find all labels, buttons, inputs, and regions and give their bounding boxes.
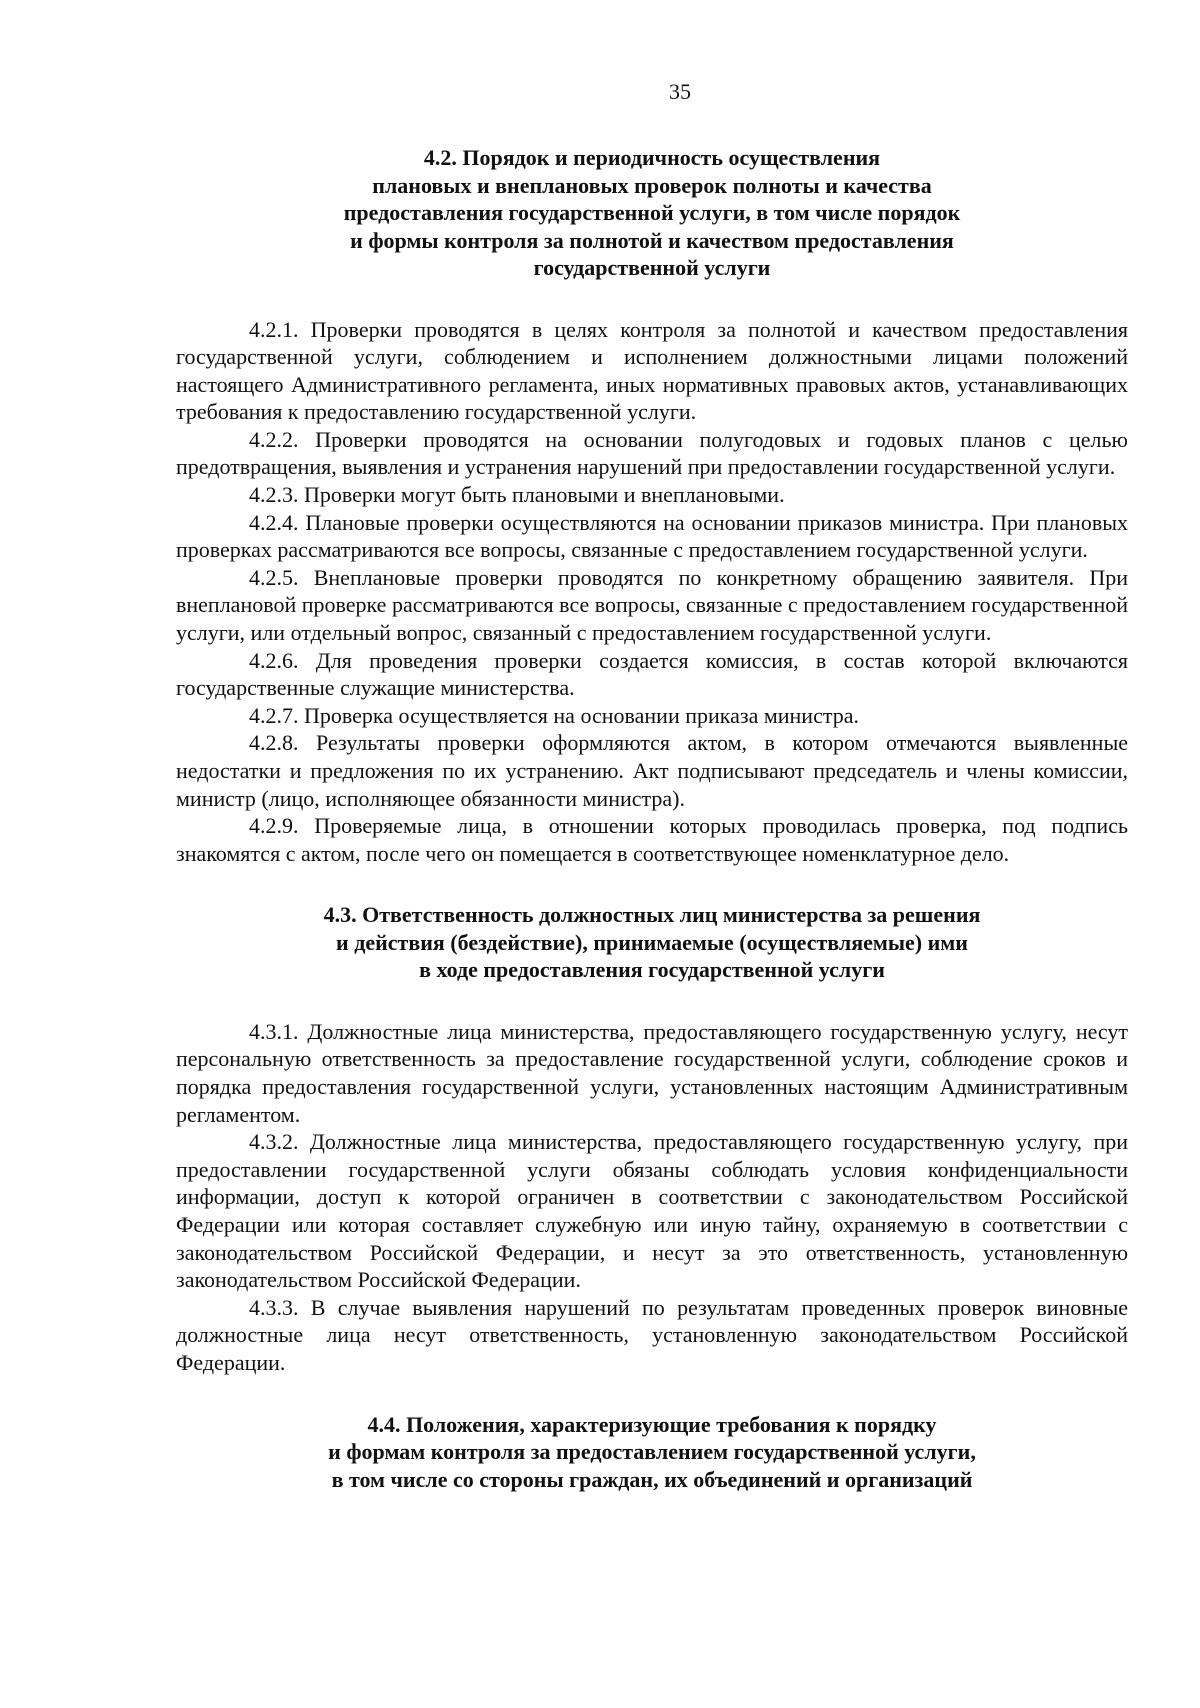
paragraph-4-2-3: 4.2.3. Проверки могут быть плановыми и внеплановыми. [249, 482, 785, 508]
heading-line: 4.2. Порядок и периодичность осуществления [423, 145, 881, 170]
heading-line: в ходе предоставления государственной услуги [419, 957, 885, 983]
document-page [176, 78, 1128, 1527]
section-4-4 [176, 1411, 1128, 1494]
paragraph-4-2-7: 4.2.7. Проверка осуществляется на основании приказа министра. [249, 702, 859, 728]
section-heading [176, 1411, 1128, 1494]
heading-line: и действия (бездействие), принимаемые (осуществляемые) ими [336, 929, 968, 955]
paragraph-4-2-8: 4.2.8. Результаты проверки оформляются актом, в котором отмечаются выявленные недостатки и предложения по их устранению. Акт подписывают председатель и члены комиссии, министр (лицо, исполняющее обязанности министра). [176, 730, 1128, 811]
heading-line: 4.3. Ответственность должностных лиц министерства за решения [323, 902, 981, 928]
paragraph-4-2-1: 4.2.1. Проверки проводятся в целях контроля за полнотой и качеством предоставления государственной услуги, соблюдением и исполнением должностными лицами положений настоящего Административного регламента, иных нормативных правовых актов, устанавливающих требования к предоставлению государственной услуги. [176, 316, 1128, 425]
paragraph-4-2-2: 4.2.2. Проверки проводятся на основании полугодовых и годовых планов с целью предотвращения, выявления и устранения нарушений при предоставлении государственной услуги. [176, 426, 1128, 480]
heading-line: плановых и внеплановых проверок полноты и качества [372, 172, 932, 198]
paragraph-4-2-4: 4.2.4. Плановые проверки осуществляются на основании приказов министра. При плановых проверках рассматриваются все вопросы, связанные с предоставлением государственной услуги. [176, 509, 1128, 563]
section-4-2 [176, 144, 1128, 867]
paragraph-4-2-5: 4.2.5. Внеплановые проверки проводятся по конкретному обращению заявителя. При внеплановой проверке рассматриваются все вопросы, связанные с предоставлением государственной услуги, или отдельный вопрос, связанный с предоставлением государственной услуги. [176, 564, 1128, 646]
heading-line: и формам контроля за предоставлением государственной услуги, [328, 1439, 976, 1465]
paragraph-4-2-9: 4.2.9. Проверяемые лица, в отношении которых проводилась проверка, под подпись знакомятся с актом, после чего он помещается в соответствующее номенклатурное дело. [176, 813, 1128, 866]
section-4-3 [176, 901, 1128, 1376]
paragraph-4-3-3: 4.3.3. В случае выявления нарушений по результатам проведенных проверок виновные должностные лица несут ответственность, установленную законодательством Российской Федерации. [176, 1294, 1128, 1375]
heading-line: и формы контроля за полнотой и качеством предоставления [350, 227, 954, 253]
section-heading [176, 901, 1128, 984]
page-number: 35 [669, 79, 691, 104]
paragraph-4-3-1: 4.3.1. Должностные лица министерства, предоставляющего государственную услугу, несут персональную ответственность за предоставление государственной услуги, соблюдение сроков и порядка предоставления государственной услуги, установленных настоящим Административным регламентом. [176, 1018, 1128, 1127]
heading-line: государственной услуги [533, 255, 771, 280]
heading-line: в том числе со стороны граждан, их объединений и организаций [331, 1466, 973, 1492]
paragraph-4-3-2: 4.3.2. Должностные лица министерства, предоставляющего государственную услугу, при предоставлении государственной услуги обязаны соблюдать условия конфиденциальности информации, доступ к которой ограничен в соответствии с законодательством Российской Федерации или которая составляет служебную или иную тайну, охраняемую в соответствии с законодательством Российской Федерации, и несут за это ответственность, установленную законодательством Российской Федерации. [176, 1129, 1128, 1293]
paragraph-4-2-6: 4.2.6. Для проведения проверки создается комиссия, в состав которой включаются государственные служащие министерства. [176, 647, 1128, 701]
section-heading [176, 144, 1128, 282]
heading-line: 4.4. Положения, характеризующие требования к порядку [367, 1411, 937, 1437]
heading-line: предоставления государственной услуги, в том числе порядок [343, 200, 961, 225]
